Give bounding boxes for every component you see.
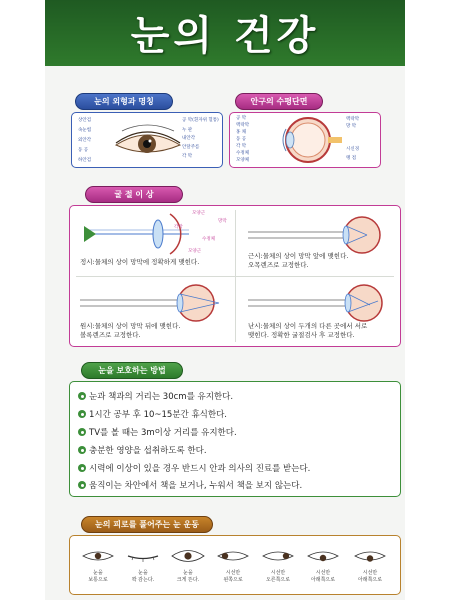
bullet-icon xyxy=(78,464,86,472)
bullet-icon xyxy=(78,446,86,454)
tip-text: 충분한 영양을 섭취하도록 한다. xyxy=(89,446,207,456)
refraction-divider xyxy=(235,210,236,342)
section-label-left: 각 막 xyxy=(236,144,247,149)
section-label-right: 시신경 xyxy=(346,147,360,152)
diagram-label: 수정체 xyxy=(202,237,216,242)
eye-cross-section-card xyxy=(229,112,381,168)
section-title-eye-names: 눈의 외형과 명칭 xyxy=(75,93,173,110)
exercise-step xyxy=(215,548,251,583)
refraction-caption-astigmatism xyxy=(248,322,398,339)
exercise-label: 오른쪽으로 xyxy=(265,576,291,583)
section-title-cross-section: 안구의 수평단면 xyxy=(235,93,323,110)
poster-header xyxy=(45,0,405,66)
section-label-left: 동 공 xyxy=(236,137,247,142)
diagram-label: 각막 xyxy=(174,225,183,230)
eye-external-card xyxy=(71,112,223,168)
tip-item xyxy=(78,390,233,403)
exercise-label: 눈을 xyxy=(138,570,148,576)
caption-line: 맺힌다. 정확한 굴절검사 후 교정한다. xyxy=(248,330,355,339)
diagram-label: 모양근 xyxy=(188,249,202,254)
refraction-caption-hyperopia xyxy=(80,322,230,339)
eye-label-right: 공 막(흰자위 혈통) xyxy=(182,118,219,123)
astigmatism-diagram xyxy=(242,280,392,328)
tip-item xyxy=(78,479,302,492)
eye-label-right: 각 막 xyxy=(182,154,193,159)
caption-line: 원시:물체의 상이 망막 뒤에 맺힌다. xyxy=(80,322,181,330)
section-title-exercise: 눈의 피로를 풀어주는 눈 운동 xyxy=(81,516,213,533)
eye-label-left: 속눈썹 xyxy=(78,128,92,133)
tip-text: 움직이는 차안에서 책을 보거나, 누워서 책을 보지 않는다. xyxy=(89,481,303,491)
eye-label-right: 안달주름 xyxy=(182,145,200,150)
eye-look-down-icon xyxy=(352,549,388,563)
caption-line: 난시:물체의 상이 두개의 다른 곳에서 서로 xyxy=(248,322,368,330)
exercise-step xyxy=(170,548,206,583)
exercise-step xyxy=(80,548,116,583)
section-label-left: 홍 채 xyxy=(236,130,247,135)
refraction-panel xyxy=(69,205,401,347)
eye-exercise-strip xyxy=(69,535,401,595)
tip-text: 눈과 책과의 거리는 30cm를 유지한다. xyxy=(89,392,234,402)
eye-look-right-icon xyxy=(260,549,296,563)
exercise-label: 눈을 xyxy=(183,570,193,576)
exercise-label: 눈을 xyxy=(93,570,103,576)
eye-protection-tips xyxy=(69,381,401,497)
eye-label-left: 동 공 xyxy=(78,148,89,153)
eye-label-left: 상안검 xyxy=(78,118,92,123)
exercise-step xyxy=(125,548,161,583)
caption-line: 근시:물체의 상이 망막 앞에 맺힌다. xyxy=(248,252,349,260)
section-label-right: 맹 점 xyxy=(346,156,357,161)
poster-title: 눈의 건강 xyxy=(130,13,320,59)
eye-wide-icon xyxy=(170,549,206,563)
eye-closed-icon xyxy=(125,549,161,563)
eye-label-right: 누 관 xyxy=(182,128,193,133)
exercise-label: 왼쪽으로 xyxy=(223,576,243,583)
refraction-caption-normal xyxy=(80,258,230,267)
hyperopia-diagram xyxy=(74,280,224,328)
tip-text: TV를 볼 때는 3m이상 거리를 유지한다. xyxy=(89,428,237,438)
exercise-label: 아래쪽으로 xyxy=(357,576,383,583)
poster xyxy=(45,0,405,600)
diagram-label: 망막 xyxy=(218,219,227,224)
section-label-right: 맥락막 xyxy=(346,117,360,122)
eye-lens-diagram xyxy=(74,208,234,260)
exercise-step xyxy=(305,548,341,583)
exercise-label: 보통으로 xyxy=(88,576,108,583)
bullet-icon xyxy=(78,392,86,400)
section-label-left: 모양체 xyxy=(236,158,250,163)
exercise-label: 시선만 xyxy=(315,570,331,576)
exercise-label: 시선만 xyxy=(225,570,241,576)
tip-item xyxy=(78,426,237,439)
tip-item xyxy=(78,408,227,421)
section-label-left: 공 막 xyxy=(236,116,247,121)
section-title-refraction: 굴 절 이 상 xyxy=(85,186,183,203)
eye-label-right: 내안각 xyxy=(182,136,196,141)
exercise-label: 시선만 xyxy=(362,570,378,576)
tip-text: 시력에 이상이 있을 경우 반드시 안과 의사의 진료를 받는다. xyxy=(89,464,311,474)
exercise-label: 아래쪽으로 xyxy=(310,576,336,583)
exercise-label: 꽉 감는다. xyxy=(131,576,155,583)
eye-label-left: 외안각 xyxy=(78,138,92,143)
section-title-protect: 눈을 보호하는 방법 xyxy=(81,362,183,379)
exercise-label: 크게 뜬다. xyxy=(176,576,200,583)
exercise-label: 시선만 xyxy=(270,570,286,576)
section-label-right: 망 막 xyxy=(346,124,357,129)
section-label-left: 수정체 xyxy=(236,151,250,156)
section-label-left: 맥락막 xyxy=(236,123,250,128)
tip-text: 1시간 공부 후 10~15분간 휴식한다. xyxy=(89,410,227,420)
exercise-step xyxy=(260,548,296,583)
diagram-label: 모양근 xyxy=(192,211,206,216)
caption-line: 오목렌즈로 교정한다. xyxy=(248,260,309,269)
bullet-icon xyxy=(78,428,86,436)
eye-open-icon xyxy=(80,549,116,563)
caption-line: 볼록렌즈로 교정한다. xyxy=(80,330,141,339)
bullet-icon xyxy=(78,410,86,418)
eye-label-left: 하안검 xyxy=(78,158,92,163)
bullet-icon xyxy=(78,481,86,489)
tip-item xyxy=(78,462,310,475)
exercise-step xyxy=(352,548,388,583)
eye-look-left-icon xyxy=(215,549,251,563)
caption-line: 정시:물체의 상이 망막에 정확하게 맺힌다. xyxy=(80,258,200,266)
eye-look-down-icon xyxy=(305,549,341,563)
refraction-caption-myopia xyxy=(248,252,398,269)
tip-item xyxy=(78,444,207,457)
